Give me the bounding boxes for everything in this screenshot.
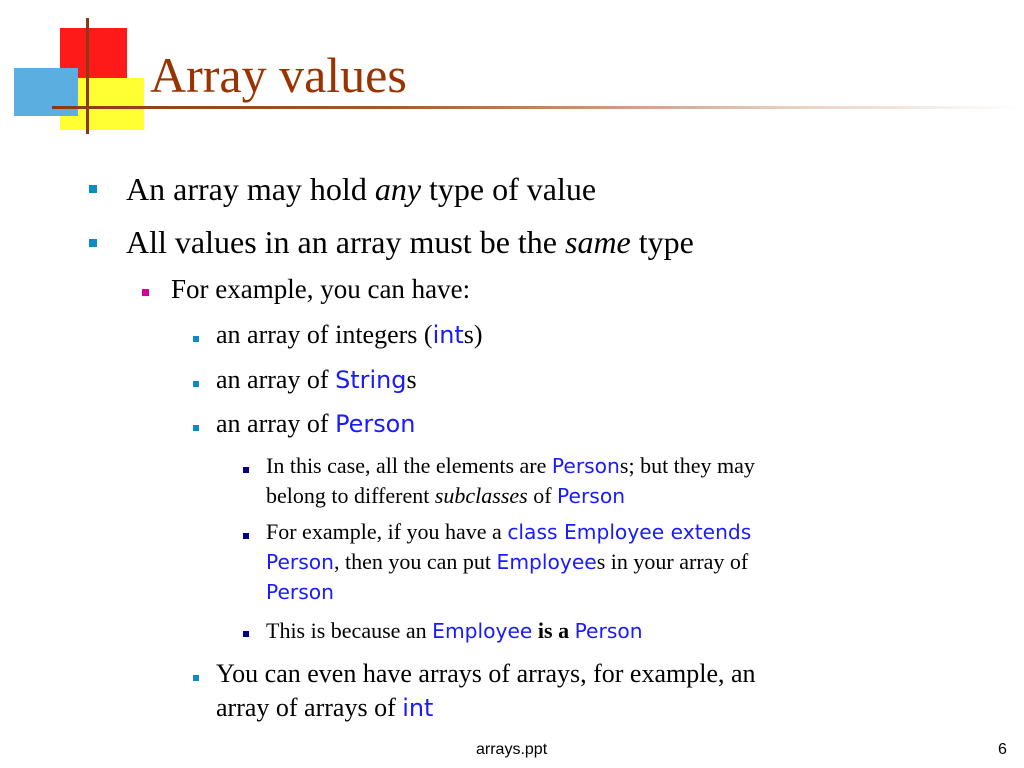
code-text: Person [557,484,626,508]
code-text: Person [266,550,334,574]
bullet-any-type [126,170,596,208]
bullet-subclasses [266,451,966,511]
code-text: class Employee extends [507,520,752,544]
bullet-text: , then you can put [334,549,497,574]
code-text: Person [335,410,416,438]
footer-filename: arrays.ppt [476,741,548,758]
emphasis-text: any [374,171,422,207]
bullet-array-of-ints [216,318,483,352]
code-text: Person [551,454,620,478]
title-underline-rule [52,106,1024,109]
bullet-marker [193,381,199,387]
bullet-text: You can even have arrays of arrays, for example, an [216,659,756,688]
code-text: Employee [432,619,533,643]
bullet-for-example: For example, you can have: [171,274,471,304]
code-text: String [335,366,407,394]
page-number: 6 [998,741,1007,758]
bullet-text: type [630,224,694,260]
bullet-text: s in your array of [596,549,749,574]
bullet-marker [89,239,97,247]
bullet-text: In this case, all the elements are [266,453,552,478]
bullet-marker [243,631,249,637]
code-text: Person [266,580,334,604]
bold-text: is a [532,618,575,643]
bullet-marker [243,467,249,473]
bullet-text: an array of integers ( [216,320,433,349]
bullet-text: s) [463,320,483,349]
bullet-text: An array may hold [126,171,375,207]
bullet-marker [243,533,249,539]
bullet-arrays-of-arrays [216,657,976,725]
bullet-text: type of value [421,171,597,207]
code-text: int [432,321,464,349]
bullet-text: s; but they may [619,453,755,478]
bullet-marker [193,336,199,342]
bullet-text: an array of [216,409,336,438]
bullet-text: array of arrays of [216,693,403,722]
emphasis-text: subclasses [434,483,528,508]
bullet-marker [89,185,97,193]
code-text: int [402,694,434,722]
bullet-text: All values in an array must be the [126,224,565,260]
bullet-is-a [266,616,643,646]
bullet-array-of-strings [216,363,417,397]
code-text: Person [574,619,643,643]
bullet-employee-extends [266,517,966,607]
bullet-text: belong to different [266,483,435,508]
bullet-text: of [527,483,558,508]
bullet-marker [142,289,149,296]
bullet-text: This is because an [266,618,433,643]
bullet-text: an array of [216,365,336,394]
bullet-text: s [406,365,417,394]
emphasis-text: same [564,224,631,260]
logo-vertical-rule [86,18,89,134]
bullet-same-type [126,223,694,261]
bullet-marker [193,425,199,431]
bullet-marker [193,675,199,681]
bullet-text: For example, if you have a [266,519,508,544]
slide-title: Array values [150,47,407,103]
bullet-array-of-person [216,407,415,441]
code-text: Employee [496,550,597,574]
